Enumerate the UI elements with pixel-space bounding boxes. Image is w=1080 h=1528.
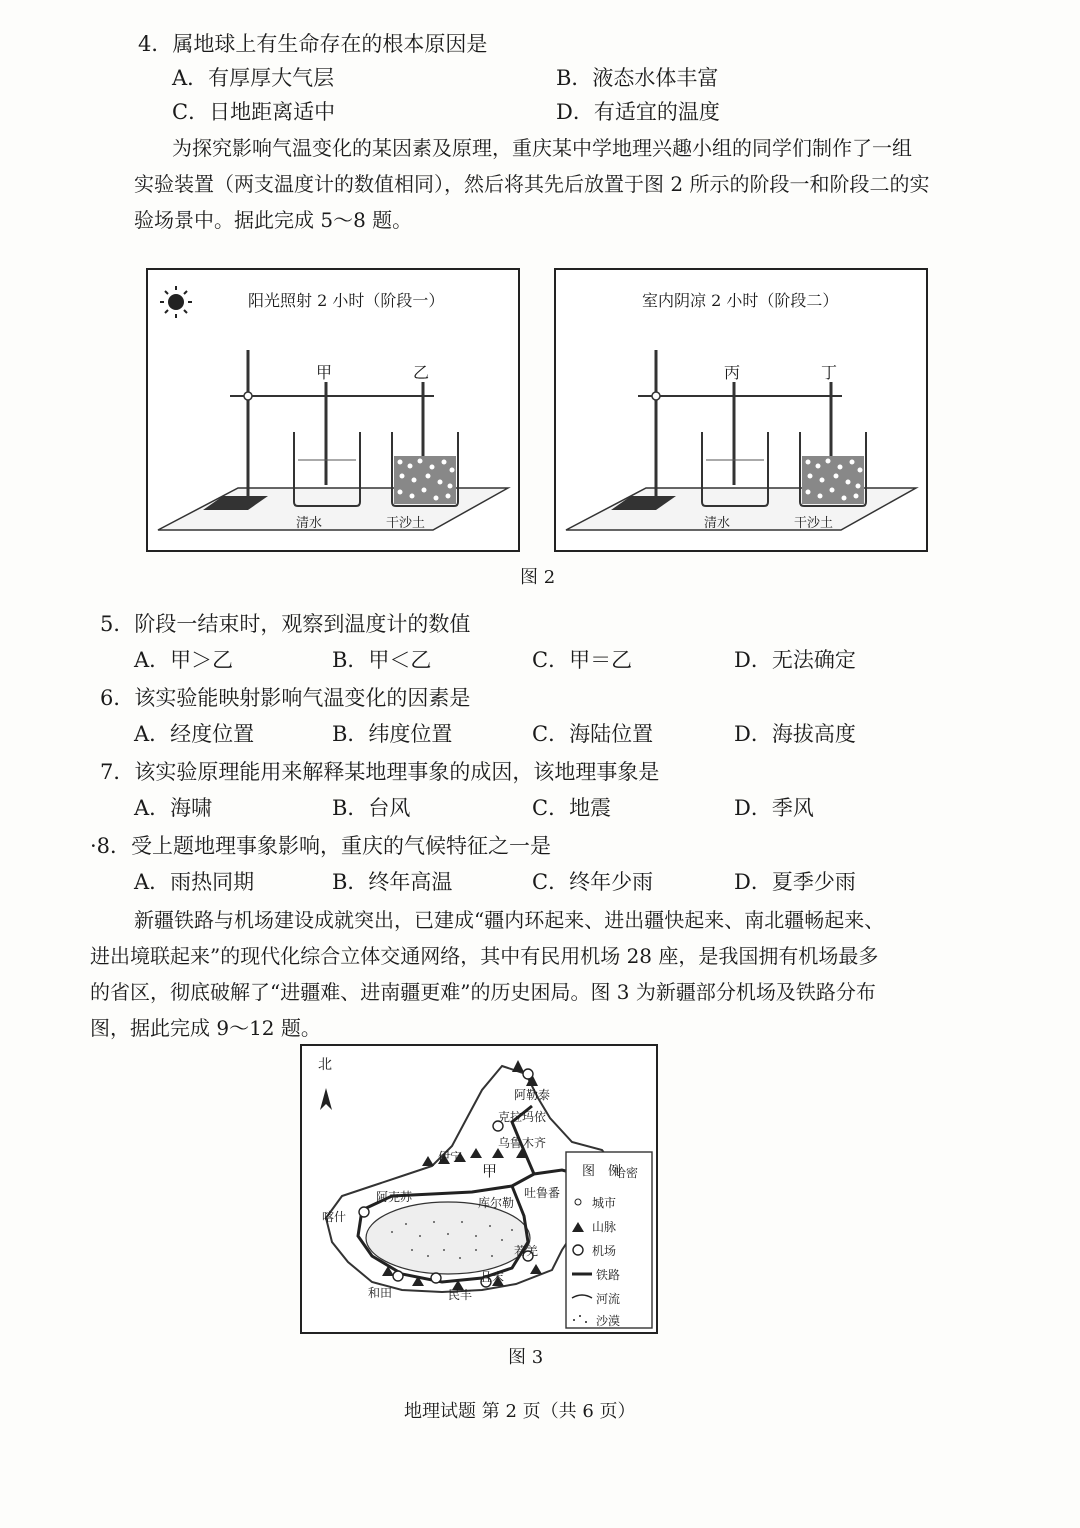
place-ruoqiang: 若羌: [514, 1244, 539, 1258]
place-turpan: 吐鲁番: [524, 1186, 561, 1200]
place-urumqi: 乌鲁木齐: [498, 1136, 547, 1150]
question-6-stem: 6．该实验能映射影响气温变化的因素是: [100, 686, 471, 710]
q8-option-c: C．终年少雨: [532, 870, 654, 894]
question-7-stem: 7．该实验原理能用来解释某地理事象的成因，该地理事象是: [100, 760, 660, 784]
beaker-label-sand-1: 干沙土: [386, 516, 426, 531]
q6-option-b: B．纬度位置: [332, 722, 453, 746]
beaker-label-water-1: 清水: [296, 516, 323, 531]
thermometer-label-bing: 丙: [724, 363, 741, 382]
question-8-stem: ·8．受上题地理事象影响，重庆的气候特征之一是: [90, 834, 552, 858]
q7-option-d: D．季风: [734, 796, 814, 820]
place-korla: 库尔勒: [478, 1196, 515, 1210]
legend-airport: 机场: [592, 1244, 617, 1258]
question-4-stem: 4．属地球上有生命存在的根本原因是: [138, 32, 488, 56]
legend-title: 图 例: [582, 1164, 622, 1179]
q4-option-b: B．液态水体丰富: [556, 66, 719, 90]
place-hami: 哈密: [614, 1166, 639, 1180]
north-label: 北: [318, 1057, 332, 1073]
intro2-line2: 进出境联起来”的现代化综合立体交通网络，其中有民用机场 28 座，是我国拥有机场最多: [90, 944, 879, 968]
intro2-line1: 新疆铁路与机场建设成就突出，已建成“疆内环起来、进出疆快起来、南北疆畅起来、: [134, 908, 885, 932]
figure3-caption: 图 3: [508, 1347, 544, 1368]
q4-option-a: A．有厚厚大气层: [172, 66, 335, 90]
q7-option-c: C．地震: [532, 796, 612, 820]
q4-option-d: D．有适宜的温度: [556, 100, 720, 124]
place-kashgar: 喀什: [322, 1210, 347, 1224]
place-jia: 甲: [482, 1162, 498, 1180]
q6-option-a: A．经度位置: [134, 722, 255, 746]
figure2-caption: 图 2: [520, 567, 556, 588]
question-5-stem: 5．阶段一结束时，观察到温度计的数值: [100, 612, 471, 636]
place-yining: 伊宁: [438, 1150, 463, 1164]
legend-mountain: 山脉: [592, 1220, 617, 1234]
place-aksu: 阿克苏: [376, 1190, 413, 1204]
q7-option-b: B．台风: [332, 796, 411, 820]
q7-option-a: A．海啸: [134, 796, 213, 820]
q8-option-d: D．夏季少雨: [734, 870, 856, 894]
stage1-apparatus: [148, 270, 518, 550]
legend-desert: 沙漠: [596, 1314, 621, 1328]
intro2-line4: 图，据此完成 9～12 题。: [90, 1016, 321, 1040]
place-minfeng: 民丰: [448, 1288, 473, 1302]
place-karamay: 克拉玛依: [498, 1110, 547, 1124]
q5-option-d: D．无法确定: [734, 648, 856, 672]
thermometer-label-jia: 甲: [316, 363, 333, 382]
stage1-title: 阳光照射 2 小时（阶段一）: [248, 291, 445, 310]
intro1-line2: 实验装置（两支温度计的数值相同），然后将其先后放置于图 2 所示的阶段一和阶段二的实: [134, 172, 930, 196]
q5-option-b: B．甲＜乙: [332, 648, 432, 672]
thermometer-label-yi: 乙: [413, 363, 430, 382]
q8-option-b: B．终年高温: [332, 870, 453, 894]
stage2-title: 室内阴凉 2 小时（阶段二）: [642, 291, 839, 310]
intro2-line3: 的省区，彻底破解了“进疆难、进南疆更难”的历史困局。图 3 为新疆部分机场及铁路分布: [90, 980, 876, 1004]
q6-option-d: D．海拔高度: [734, 722, 856, 746]
legend-river: 河流: [596, 1292, 621, 1306]
q5-option-a: A．甲＞乙: [134, 648, 234, 672]
north-arrow-icon: [320, 1088, 332, 1110]
page-footer: 地理试题 第 2 页（共 6 页）: [404, 1401, 636, 1422]
q5-option-c: C．甲＝乙: [532, 648, 633, 672]
legend-railway: 铁路: [596, 1268, 621, 1282]
figure2-panel-stage1: [146, 268, 520, 552]
q4-option-c: C．日地距离适中: [172, 100, 336, 124]
legend-city: 城市: [592, 1196, 617, 1210]
sun-icon: [160, 286, 192, 318]
figure2-panel-stage2: [554, 268, 928, 552]
intro1-line1: 为探究影响气温变化的某因素及原理，重庆某中学地理兴趣小组的同学们制作了一组: [172, 136, 912, 160]
q8-option-a: A．雨热同期: [134, 870, 255, 894]
q6-option-c: C．海陆位置: [532, 722, 654, 746]
place-qiemo: 且末: [480, 1270, 505, 1284]
intro1-line3: 验场景中。据此完成 5～8 题。: [134, 208, 413, 232]
beaker-label-water-2: 清水: [704, 516, 731, 531]
thermometer-label-ding: 丁: [821, 363, 838, 382]
stage2-apparatus: [556, 270, 926, 550]
place-hotan: 和田: [368, 1286, 393, 1300]
figure3-map: [300, 1044, 658, 1334]
beaker-label-sand-2: 干沙土: [794, 516, 834, 531]
place-altay: 阿勒泰: [514, 1088, 551, 1102]
